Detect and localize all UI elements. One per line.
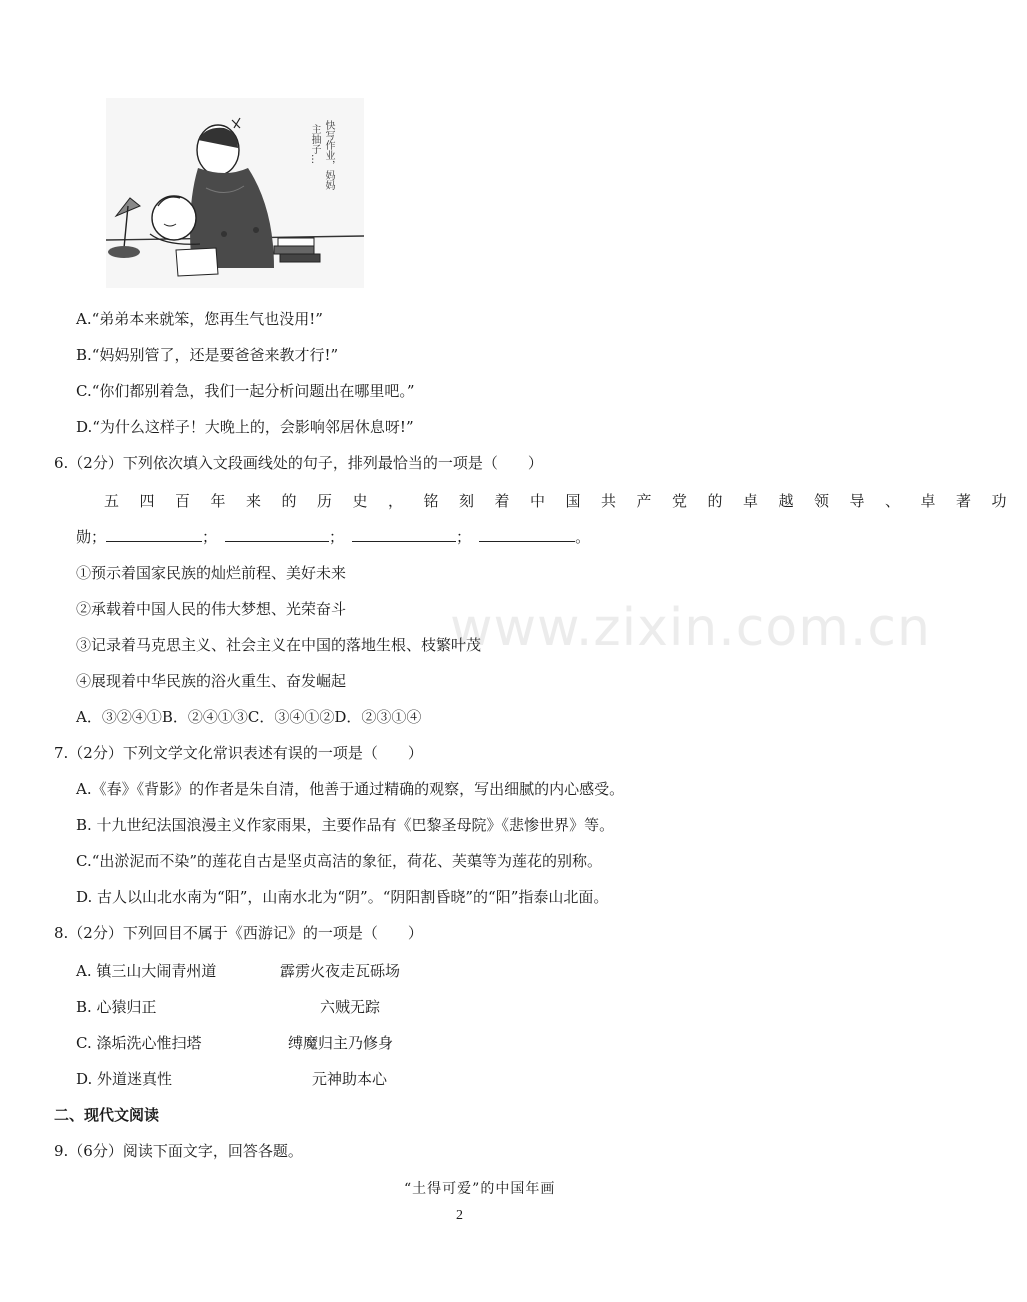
q8-option-b-left: B. 心猿归正 <box>76 998 157 1016</box>
q8-option-c-left: C. 涤垢洗心惟扫塔 <box>76 1034 202 1052</box>
q9-stem: 9.（6分）阅读下面文字，回答各题。 <box>54 1142 303 1160</box>
q8-option-a-left: A. 镇三山大闹青州道 <box>76 962 217 980</box>
q5-option-c: C.“你们都别着急，我们一起分析问题出在哪里吧。” <box>76 382 415 400</box>
illustration-caption: 快写作业，妈妈 <box>323 120 334 190</box>
q7-stem: 7.（2分）下列文学文化常识表述有误的一项是（ ） <box>54 744 423 762</box>
q7-option-d: D. 古人以山北水南为“阳”，山南水北为“阴”。“阴阳割昏晓”的“阳”指泰山北面。 <box>76 888 609 906</box>
blank-4 <box>479 527 575 542</box>
section-heading: 二、现代文阅读 <box>54 1106 160 1124</box>
illustration-caption-2: 主抽子… <box>309 124 320 164</box>
watermark: www.zixin.com.cn <box>450 598 931 658</box>
q7-option-b: B. 十九世纪法国浪漫主义作家雨果，主要作品有《巴黎圣母院》《悲惨世界》等。 <box>76 816 615 834</box>
q6-item-1: ①预示着国家民族的灿烂前程、美好未来 <box>76 564 347 582</box>
period: 。 <box>575 528 591 546</box>
page-number: 2 <box>456 1208 463 1223</box>
blank-2 <box>225 527 329 542</box>
q8-option-c-right: 缚魔归主乃修身 <box>288 1034 394 1052</box>
q8-option-b-right: 六贼无踪 <box>320 998 381 1016</box>
q8-option-d-left: D. 外道迷真性 <box>76 1070 173 1088</box>
q5-option-b: B.“妈妈别管了，还是要爸爸来教才行!” <box>76 346 339 364</box>
q6-item-3: ③记录着马克思主义、社会主义在中国的落地生根、枝繁叶茂 <box>76 636 482 654</box>
q7-option-c: C.“出淤泥而不染”的莲花自古是坚贞高洁的象征，荷花、芙蕖等为莲花的别称。 <box>76 852 603 870</box>
q5-option-a: A.“弟弟本来就笨，您再生气也没用!” <box>76 310 323 328</box>
separator: ； <box>202 528 218 546</box>
article-title: “土得可爱”的中国年画 <box>404 1181 556 1197</box>
blank-3 <box>352 527 456 542</box>
q6-passage-line1: 五四百年来的历史，铭刻着中国共产党的卓越领导、卓著功 <box>104 492 1027 510</box>
separator: ； <box>456 528 472 546</box>
blank-1 <box>106 527 202 542</box>
q5-option-d: D.“为什么这样子！大晚上的，会影响邻居休息呀!” <box>76 418 414 436</box>
q7-option-a: A.《春》《背影》的作者是朱自清，他善于通过精确的观察，写出细腻的内心感受。 <box>76 780 625 798</box>
cartoon-illustration <box>106 98 364 288</box>
q6-stem: 6.（2分）下列依次填入文段画线处的句子，排列最恰当的一项是（ ） <box>54 454 543 472</box>
q8-stem: 8.（2分）下列回目不属于《西游记》的一项是（ ） <box>54 924 423 942</box>
q8-option-a-right: 霹雳火夜走瓦砾场 <box>280 962 401 980</box>
q6-item-4: ④展现着中华民族的浴火重生、奋发崛起 <box>76 672 347 690</box>
q6-options: A．③②④①B．②④①③C．③④①②D．②③①④ <box>76 708 422 726</box>
q6-passage-line2 <box>76 526 590 547</box>
q8-option-d-right: 元神助本心 <box>312 1070 388 1088</box>
q6-item-2: ②承载着中国人民的伟大梦想、光荣奋斗 <box>76 600 347 618</box>
q6-passage-start: 勋； <box>76 528 107 546</box>
separator: ； <box>329 528 345 546</box>
